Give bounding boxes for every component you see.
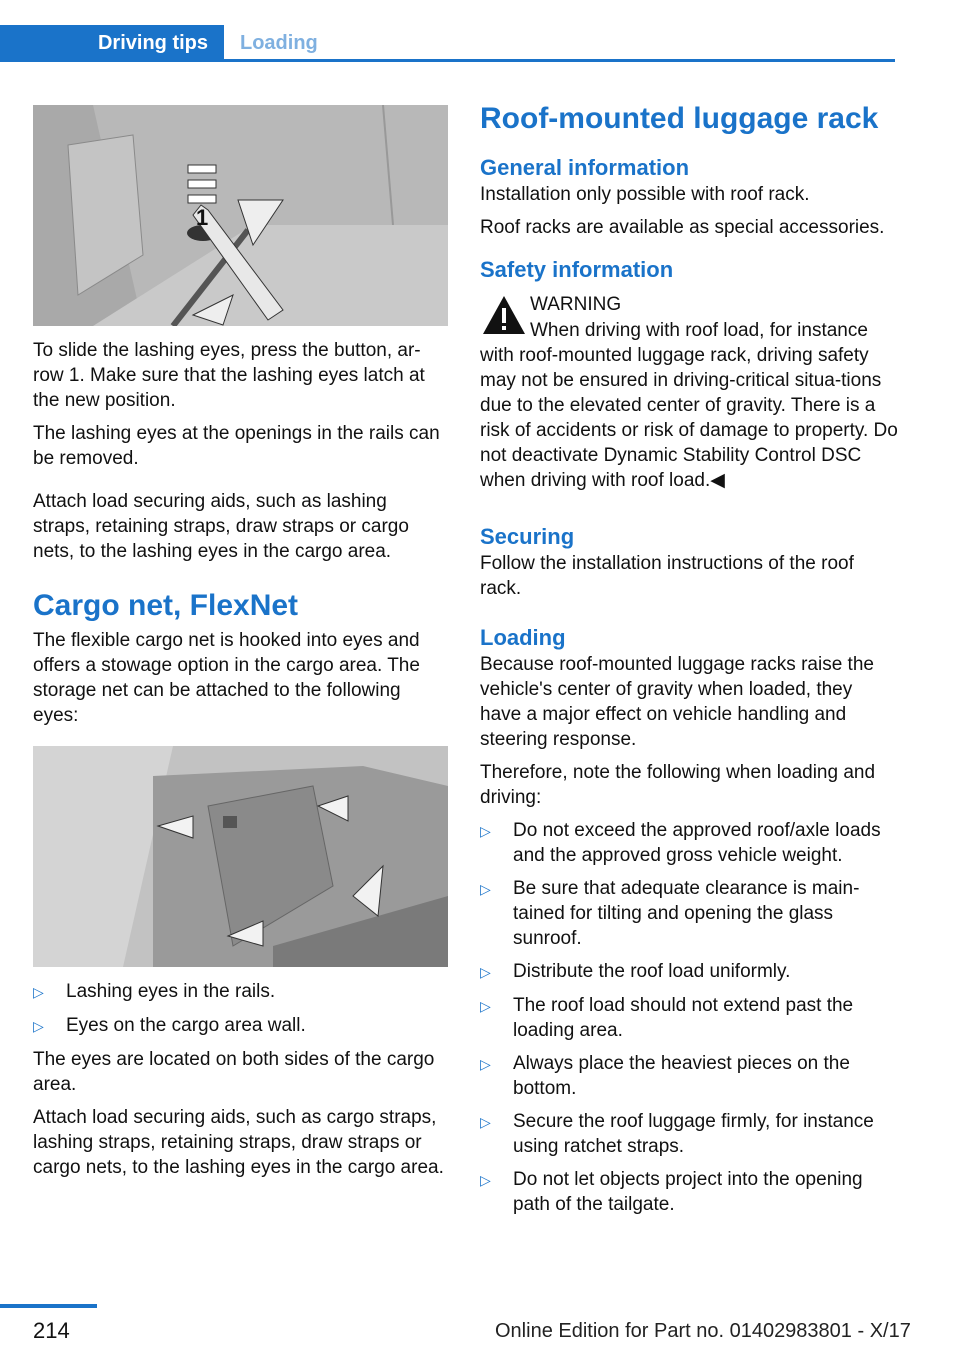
paragraph: Attach load securing aids, such as cargo straps, lashing straps, retaining straps, draw straps or cargo nets, to the lashing eyes in the cargo area. <box>33 1107 444 1178</box>
list-item: ▷ Do not let objects project into the opening path of the tailgate. <box>480 1169 863 1215</box>
bullet-marker: ▷ <box>480 823 491 839</box>
paragraph: Installation only possible with roof rack. <box>480 184 810 205</box>
loading-rules-list <box>480 818 898 1217</box>
bullet-marker: ▷ <box>33 1018 44 1034</box>
warning-label: WARNING <box>530 294 622 315</box>
footer-rule <box>0 1304 97 1308</box>
list-item: ▷ Do not exceed the approved roof/axle loads and the approved gross vehicle weight. <box>480 820 881 866</box>
header-bar <box>0 0 960 62</box>
warning-text: When driving with roof load, for instance with roof-mounted luggage rack, driving safety may not be ensured in driving-critical situa‐tions due to the elevated center of gravity. There is a risk of accidents or risk of damage to property. Do not deactivate Dynamic Stability Control DSC when driving with roof load.◀ <box>480 320 898 491</box>
bullet-marker: ▷ <box>480 998 491 1014</box>
header-rule <box>0 59 895 62</box>
list-item: ▷ Be sure that adequate clearance is main‐tained for tilting and opening the glass sunroof. <box>480 878 860 949</box>
bullet-marker: ▷ <box>33 984 44 1000</box>
page-number: 214 <box>33 1318 70 1343</box>
arrow-1-label: 1 <box>196 205 209 230</box>
paragraph: The flexible cargo net is hooked into eyes and offers a stowage option in the cargo area. The storage net can be attached to the following eyes: <box>33 630 420 726</box>
cargo-eyes-list <box>33 979 448 1039</box>
lashing-eyes-photo <box>33 105 448 326</box>
warning-triangle-icon <box>480 292 528 340</box>
list-item: ▷ Secure the roof luggage firmly, for instance using ratchet straps. <box>480 1111 874 1157</box>
left-column <box>33 105 448 1180</box>
list-item: ▷ Always place the heaviest pieces on the bottom. <box>480 1053 850 1099</box>
lashing-eyes-illustration <box>33 105 448 326</box>
paragraph: Roof racks are available as special accessories. <box>480 217 885 238</box>
heading-roof-rack: Roof-mounted luggage rack <box>480 102 879 135</box>
edition-info: Online Edition for Part no. 01402983801 - X/17 <box>495 1320 911 1342</box>
tab-driving-tips[interactable]: Driving tips <box>0 25 224 62</box>
bullet-marker: ▷ <box>480 881 491 897</box>
paragraph: The lashing eyes at the openings in the rails can be removed. <box>33 423 440 469</box>
paragraph: Because roof-mounted luggage racks raise the vehicle's center of gravity when loaded, they have a major effect on vehicle handling and steering response. <box>480 654 874 750</box>
list-item: ▷ Eyes on the cargo area wall. <box>33 1013 448 1039</box>
paragraph: Follow the installation instructions of the roof rack. <box>480 553 854 599</box>
warning-block <box>480 292 898 493</box>
cargo-area-illustration <box>33 746 448 967</box>
paragraph: Therefore, note the following when loading and driving: <box>480 762 876 808</box>
heading-cargo-net: Cargo net, FlexNet <box>33 589 299 622</box>
paragraph: To slide the lashing eyes, press the button, ar‐row 1. Make sure that the lashing eyes latch at the new position. <box>33 340 425 411</box>
bullet-marker: ▷ <box>480 964 491 980</box>
paragraph: The eyes are located on both sides of the cargo area. <box>33 1049 435 1095</box>
heading-loading: Loading <box>480 625 566 650</box>
bullet-marker: ▷ <box>480 1056 491 1072</box>
bullet-marker: ▷ <box>480 1114 491 1130</box>
heading-safety-information: Safety information <box>480 257 674 282</box>
list-item: ▷ Lashing eyes in the rails. <box>33 979 448 1005</box>
list-item: ▷ The roof load should not extend past the loading area. <box>480 995 854 1041</box>
paragraph: Attach load securing aids, such as lashing straps, retaining straps, draw straps or cargo nets, to the lashing eyes in the cargo area. <box>33 491 409 562</box>
right-column <box>480 101 898 1217</box>
heading-general-information: General information <box>480 155 690 180</box>
cargo-area-photo <box>33 746 448 967</box>
list-item: ▷ Distribute the roof load uniformly. <box>480 959 898 985</box>
heading-securing: Securing <box>480 524 575 549</box>
tab-loading[interactable]: Loading <box>240 32 318 54</box>
bullet-marker: ▷ <box>480 1172 491 1188</box>
